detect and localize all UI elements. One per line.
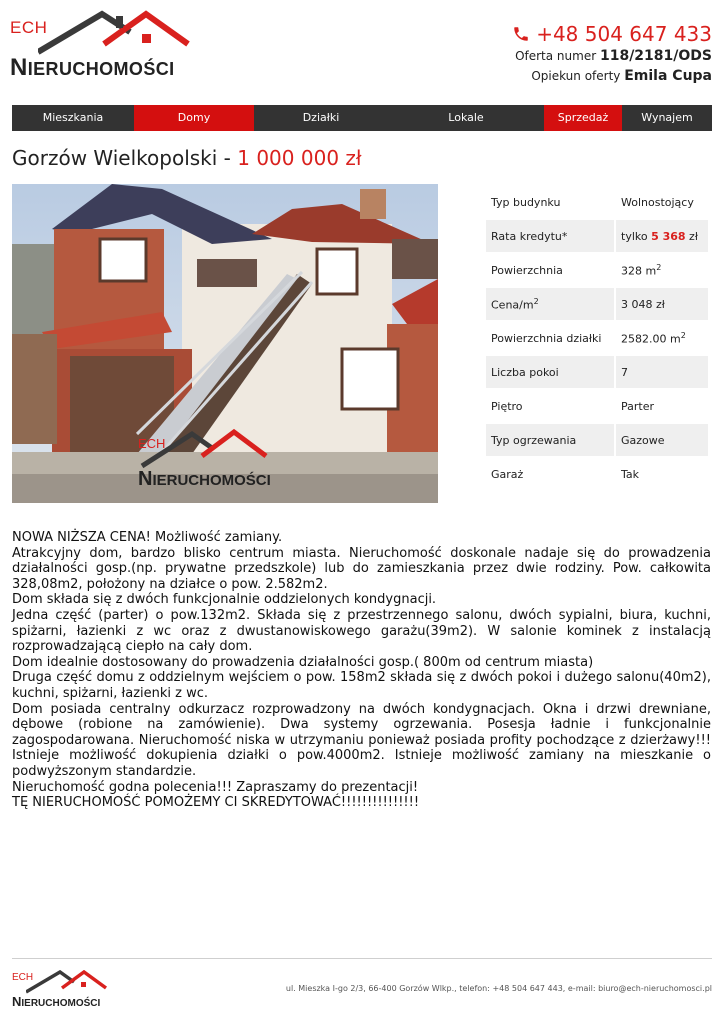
property-details-table xyxy=(484,184,710,492)
offer-number-label: Oferta numer xyxy=(515,49,597,63)
photo-watermark-ech: ECH xyxy=(138,436,166,451)
nav-item-sprzedaz[interactable]: Sprzedaż xyxy=(544,105,622,131)
contact-block xyxy=(512,22,712,86)
nav-item-dzialki[interactable]: Działki xyxy=(302,111,340,124)
spec-label: Garaż xyxy=(491,467,524,481)
property-description xyxy=(12,530,711,811)
property-photo[interactable] xyxy=(12,184,438,503)
table-row xyxy=(486,458,708,490)
spec-label: Typ budynku xyxy=(491,195,561,209)
logo-ech-text: ECH xyxy=(10,18,48,37)
house-roof-logo-icon xyxy=(38,10,198,60)
nav-item-lokale[interactable]: Lokale xyxy=(448,111,484,124)
spec-label: Liczba pokoi xyxy=(486,356,614,388)
table-row xyxy=(486,390,708,422)
footer-logo-brand-text: NIERUCHOMOŚCI xyxy=(12,994,101,1009)
spec-value: 328 $m^2$ xyxy=(621,262,662,278)
description-paragraph: Nieruchomość godna polecenia!!! Zapraszamy do prezentacji! xyxy=(12,779,419,795)
spec-value: Gazowe xyxy=(616,424,708,456)
description-paragraph: Druga część domu z oddzielnym wejściem o pow. 158m2 składa się z dwóch pokoi i dużego salonu(40m2), kuchni, spiżarni, łazienki z wc. xyxy=(12,670,711,701)
nav-item-wynajem[interactable]: Wynajem xyxy=(641,111,693,124)
spec-value: 2582.00 $m^2$ xyxy=(621,330,686,346)
company-logo[interactable] xyxy=(10,10,190,82)
photo-watermark-brand: NIERUCHOMOŚCI xyxy=(138,468,271,490)
page-title xyxy=(12,146,362,170)
spec-value: Wolnostojący xyxy=(621,195,694,209)
spec-value: tylko 5 368 zł xyxy=(616,220,708,252)
description-paragraph: Jedna część (parter) o pow.132m2. Składa się z przestrzennego salonu, dwóch sypialni, biura, kuchni, spiżarni, łazienki z wc oraz z dwustanowiskowego garażu(39m2). W salonie kominek z instalacją rozprowadzającą ciepło na cały dom. xyxy=(12,607,711,655)
spec-label: Typ ogrzewania xyxy=(486,424,614,456)
table-row xyxy=(486,254,708,286)
phone-number[interactable] xyxy=(512,22,712,46)
offer-agent-label: Opiekun oferty xyxy=(531,69,621,83)
offer-number: 118/2181/ODS xyxy=(599,48,712,64)
description-paragraph: Atrakcyjny dom, bardzo blisko centrum miasta. Nieruchomość doskonale nadaje się do prowadzenia działalności gosp.(np. prywatne przedszkole) lub do zamieszkania przez dwie rodziny. Pow. całkowita 328,08m2, położony na działce o pow. 2.582m2. xyxy=(12,545,711,592)
house-photo-image xyxy=(12,184,438,503)
description-paragraph: Dom idealnie dostosowany do prowadzenia działalności gosp.( 800m od centrum miasta) xyxy=(12,654,594,670)
offer-number-line xyxy=(512,46,712,66)
spec-label: Rata kredytu* xyxy=(486,220,614,252)
spec-label: Piętro xyxy=(491,399,523,413)
spec-label: Cena/$m^2$ xyxy=(486,288,614,320)
title-separator: - xyxy=(217,146,238,170)
phone-text: +48 504 647 433 xyxy=(536,22,712,46)
footer-address: ul. Mieszka I-go 2/3, 66-400 Gorzów Wlkp., telefon: +48 504 647 443, e-mail: biuro@ech-nieruchomosci.pl xyxy=(285,984,712,993)
table-row xyxy=(486,356,708,388)
description-paragraph: Dom posiada centralny odkurzacz rozprowadzony na dwóch kondygnacjach. Okna i drzwi drewniane, dębowe (robione na zamówienie). Dwa systemy ogrzewania. Posesja ładnie i funkcjonalnie zagospodarowana. Nieruchomość niska w utrzymaniu ponieważ posiada profity pochodzące z dzierżawy!!! Istnieje możliwość dokupienia działki o pow.4000m2. Istnieje możliwość zamiany na mieszkanie o podwyższonym standardzie. xyxy=(12,701,711,779)
credit-rate-amount: 5 368 xyxy=(651,229,686,243)
offer-agent-name: Emila Cupa xyxy=(624,68,712,84)
footer-logo-ech-text: ECH xyxy=(12,972,34,983)
spec-value: Parter xyxy=(621,399,655,413)
phone-icon xyxy=(512,25,530,43)
nav-item-mieszkania[interactable]: Mieszkania xyxy=(42,111,104,124)
footer-logo[interactable] xyxy=(12,970,112,1010)
spec-value: 3 048 zł xyxy=(616,288,708,320)
table-row xyxy=(486,288,708,320)
footer-house-roof-logo-icon xyxy=(26,970,116,996)
spec-value: Tak xyxy=(621,467,640,481)
table-row xyxy=(486,186,708,218)
description-paragraph: TĘ NIERUCHOMOŚĆ POMOŻEMY CI SKREDYTOWAĆ!!!!!!!!!!!!!!! xyxy=(12,795,420,811)
spec-value: 7 xyxy=(616,356,708,388)
table-row xyxy=(486,424,708,456)
listing-city: Gorzów Wielkopolski xyxy=(12,146,218,170)
footer-divider xyxy=(12,958,712,959)
spec-label: Powierzchnia działki xyxy=(491,331,602,345)
table-row xyxy=(486,220,708,252)
description-paragraph: NOWA NIŻSZA CENA! Możliwość zamiany. xyxy=(12,530,283,545)
offer-agent-line xyxy=(512,66,712,86)
logo-brand-text: NIERUCHOMOŚCI xyxy=(10,54,175,81)
description-paragraph: Dom składa się z dwóch funkcjonalnie oddzielonych kondygnacji. xyxy=(12,592,437,608)
spec-label: Powierzchnia xyxy=(491,263,563,277)
main-nav xyxy=(12,105,712,131)
nav-item-domy[interactable]: Domy xyxy=(134,105,254,131)
table-row xyxy=(486,322,708,354)
listing-price: 1 000 000 zł xyxy=(237,146,362,170)
